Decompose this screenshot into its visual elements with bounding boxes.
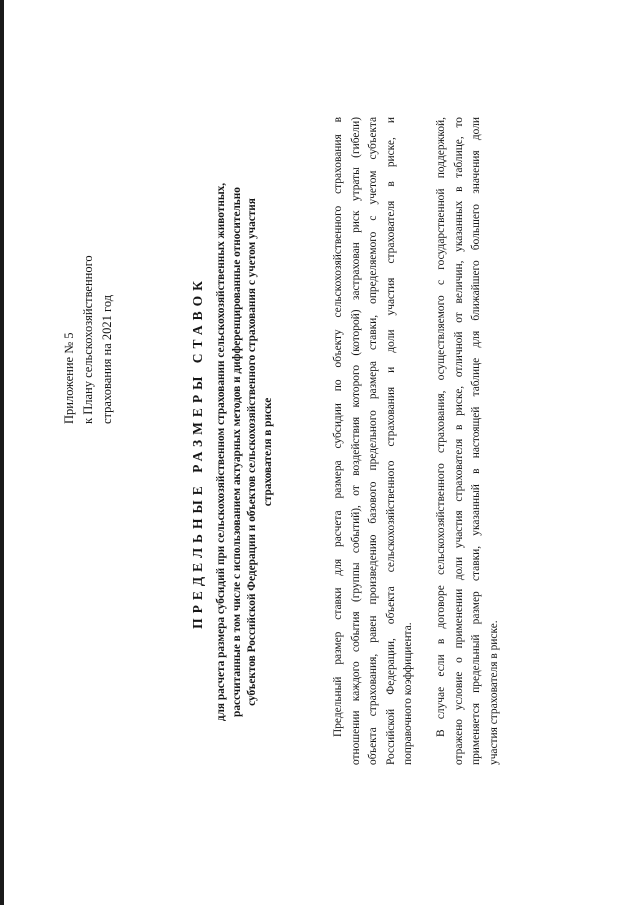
appendix-number: Приложение № 5	[62, 332, 76, 424]
paragraph-1-line-2: отношении каждого события (группы событий), от воздействия которого (которой) застрахован риск утраты (гибели)	[349, 117, 362, 765]
paragraph-2-line-3: применяется предельный размер ставки, указанный в настоящей таблице для ближайшего большего значения доли	[470, 117, 482, 765]
paragraph-2-line-1: В случае если в договоре сельскохозяйственного страхования, осуществляемого с государственной поддержкой,	[435, 117, 447, 737]
appendix-plan-ref: к Плану сельскохозяйственного	[81, 255, 95, 424]
subtitle-line-2: рассчитанные в том числе с использованием актуарных методов и дифференцированные относительно	[230, 187, 243, 717]
appendix-note	[60, 164, 117, 424]
subtitle-line-4: страхователя в риске	[261, 397, 274, 507]
document-subtitle	[214, 117, 276, 787]
paragraph-risk-share	[433, 117, 503, 765]
paragraph-rate-definition	[330, 117, 418, 765]
paragraph-1-line-1: Предельный размер ставки для расчета размера субсидии по объекту сельскохозяйственного страхования в	[332, 117, 344, 737]
paragraph-1-line-4: Российской Федерации, объекта сельскохозяйственного страхования и доли участия страхователя в риске, и	[384, 117, 397, 765]
subtitle-line-1: для расчета размера субсидий при сельскохозяйственном страховании сельскохозяйственных животных,	[215, 182, 227, 722]
paragraph-2-line-2: отражено условие о применении доли участия страхователя в риске, отличной от величин, указанных в таблице, то	[452, 117, 465, 765]
appendix-year: страхования на 2021 год	[100, 294, 114, 424]
paragraph-1-line-3: объекта страхования, равен произведению базового предельного размера ставки, определяемого с учетом субъекта	[367, 117, 379, 765]
paragraph-1-line-5: поправочного коэффициента.	[402, 622, 414, 765]
document-title: ПРЕДЕЛЬНЫЕ РАЗМЕРЫ СТАВОК	[190, 276, 205, 629]
subtitle-line-3: субъектов Российской Федерации и объектов сельскохозяйственного страхования с учетом участия	[246, 198, 258, 706]
paragraph-2-line-4: участия страхователя в риске.	[487, 620, 500, 765]
